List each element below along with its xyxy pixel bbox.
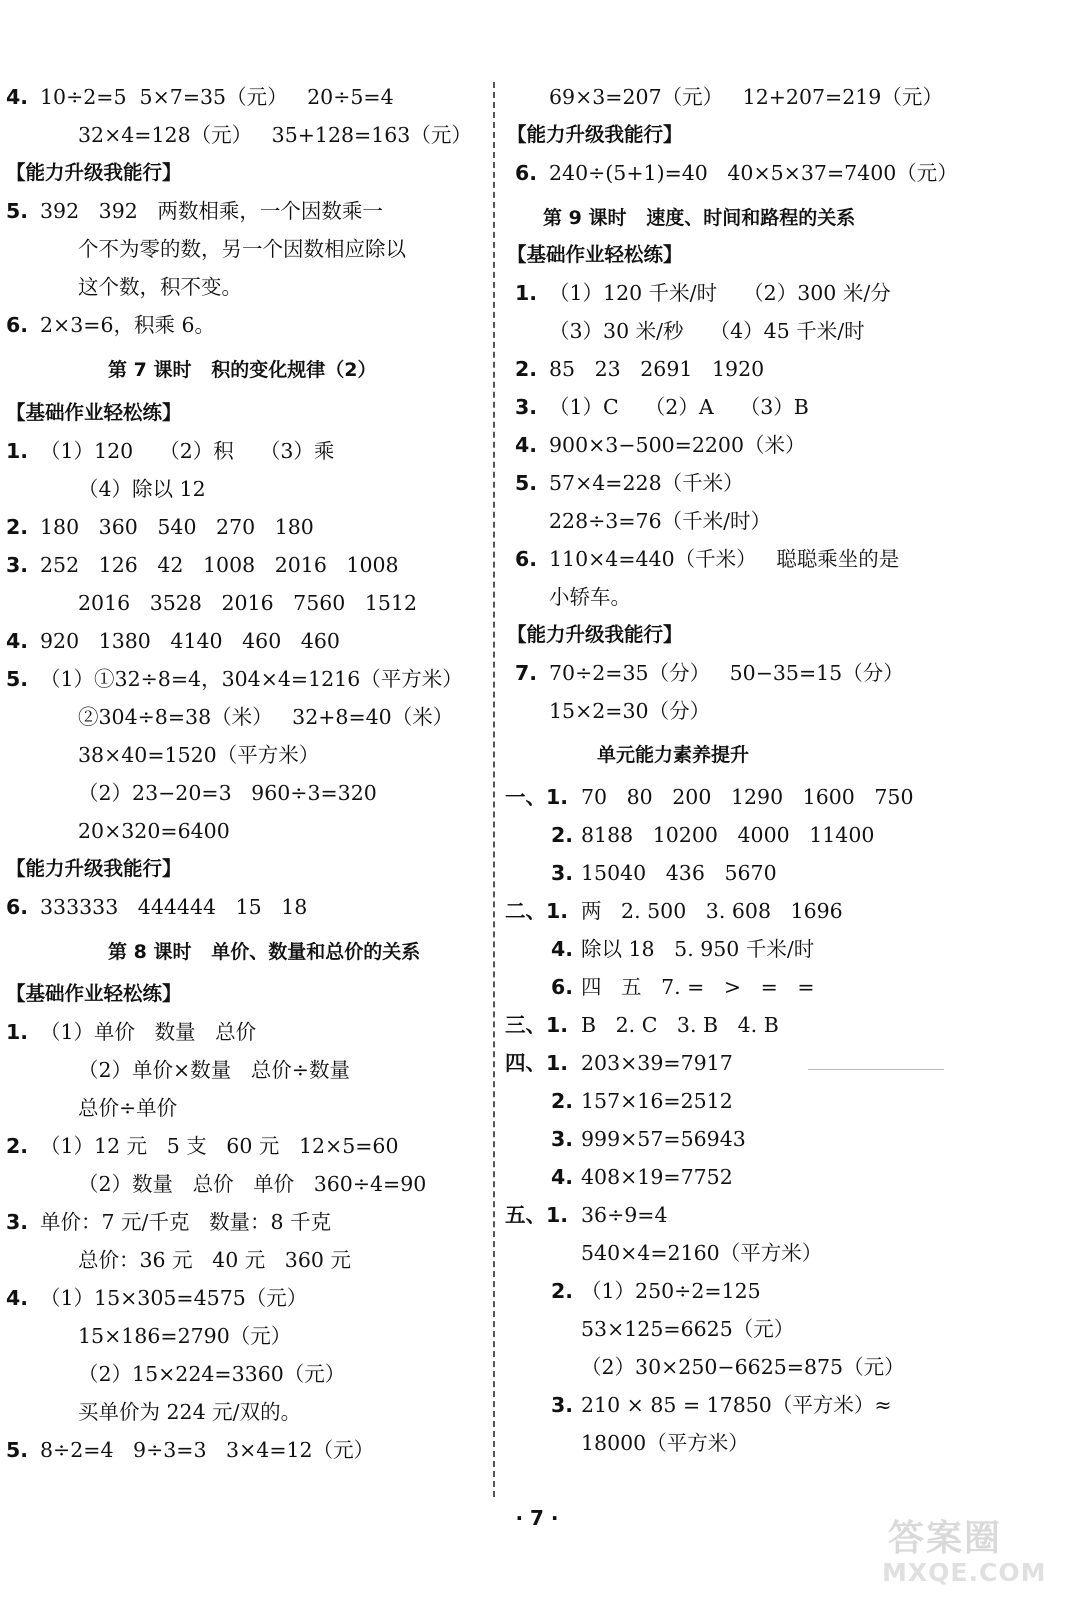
answer-text: 总价：36 元 40 元 360 元	[78, 1248, 351, 1272]
question-number: 5.	[6, 199, 29, 223]
question-number: 1.	[6, 1020, 29, 1044]
answer-text: 180 360 540 270 180	[40, 515, 314, 539]
answer-text: （2）30×250−6625=875（元）	[581, 1355, 905, 1379]
question-number: 2.	[551, 823, 574, 847]
answer-text: 240÷(5+1)=40 40×5×37=7400（元）	[549, 161, 958, 185]
question-number: 2.	[6, 515, 29, 539]
answer-line	[505, 1048, 1074, 1078]
answer-text: （2）23−20=3 960÷3=320	[78, 781, 377, 805]
question-number: 2.	[6, 1134, 29, 1158]
answer-line	[515, 972, 1074, 1002]
answer-line	[0, 740, 506, 770]
answer-line	[0, 1435, 506, 1465]
answer-line	[0, 816, 506, 846]
answer-line	[505, 896, 1074, 926]
answer-text: （1）15×305=4575（元）	[40, 1286, 308, 1310]
answer-text: 252 126 42 1008 2016 1008	[40, 553, 399, 577]
question-number: 5.	[6, 667, 29, 691]
answer-text: （4）除以 12	[78, 477, 206, 501]
answer-text: 203×39=7917	[581, 1051, 733, 1075]
answer-line	[0, 550, 506, 580]
question-number: 5.	[515, 471, 538, 495]
answer-line	[0, 1245, 506, 1275]
answer-text: 单价：7 元/千克 数量：8 千克	[40, 1210, 332, 1234]
answer-line	[0, 1169, 506, 1199]
question-number: 4.	[6, 629, 29, 653]
answer-text: 408×19=7752	[581, 1165, 733, 1189]
answer-text: 36÷9=4	[581, 1203, 668, 1227]
answer-line	[515, 468, 1074, 498]
answer-line	[515, 1238, 1074, 1268]
answer-line	[0, 436, 506, 466]
answer-text: 个不为零的数，另一个因数相应除以	[78, 237, 406, 261]
answer-line	[0, 1397, 506, 1427]
question-number: 3.	[515, 395, 538, 419]
answer-text: 15040 436 5670	[581, 861, 777, 885]
answer-line	[0, 892, 506, 922]
answer-line	[515, 392, 1074, 422]
lesson-title: 单元能力素养提升	[597, 744, 750, 766]
answer-line	[515, 430, 1074, 460]
answer-line	[0, 1321, 506, 1351]
answer-text: 8÷2=4 9÷3=3 3×4=12（元）	[40, 1438, 375, 1462]
answer-line	[515, 158, 1074, 188]
answer-text: 392 392 两数相乘，一个因数乘一	[40, 199, 383, 223]
answer-text: （2）单价×数量 总价÷数量	[78, 1058, 350, 1082]
section-heading: 【基础作业轻松练】	[6, 982, 182, 1005]
answer-text: 69×3=207（元） 12+207=219（元）	[549, 85, 943, 109]
answer-line	[515, 1390, 1074, 1420]
question-number: 1.	[6, 439, 29, 463]
question-number: 2.	[551, 1089, 574, 1113]
answer-text: ②304÷8=38（米） 32+8=40（米）	[78, 705, 454, 729]
answer-text: 8188 10200 4000 11400	[581, 823, 875, 847]
section-heading: 【基础作业轻松练】	[6, 401, 182, 424]
question-number: 6.	[515, 547, 538, 571]
answer-text: （1）120 千米/时 （2）300 米/分	[549, 281, 891, 305]
answer-text: 四 五 7. = > = =	[581, 975, 815, 999]
answer-line	[0, 588, 506, 618]
answer-text: 210 × 85 = 17850（平方米）≈	[581, 1393, 892, 1417]
answer-text: 900×3−500=2200（米）	[549, 433, 806, 457]
question-number: 4.	[551, 937, 574, 961]
question-number: 2.	[551, 1279, 574, 1303]
answer-line	[515, 658, 1074, 688]
question-number: 一、1.	[505, 785, 569, 809]
column-divider	[493, 82, 495, 1497]
answer-text: 2016 3528 2016 7560 1512	[78, 591, 418, 615]
answer-text: 小轿车。	[549, 585, 631, 609]
answer-line	[515, 278, 1074, 308]
answer-line	[515, 82, 1074, 112]
question-number: 二、1.	[505, 899, 569, 923]
answer-text: 70 80 200 1290 1600 750	[581, 785, 914, 809]
answer-line	[0, 1359, 506, 1389]
answer-text: （1）250÷2=125	[581, 1279, 761, 1303]
lesson-title: 第 9 课时 速度、时间和路程的关系	[543, 207, 856, 229]
answer-text: 10÷2=5 5×7=35（元） 20÷5=4	[40, 85, 394, 109]
answer-text: （1）120 （2）积 （3）乘	[40, 439, 335, 463]
question-number: 四、1.	[505, 1051, 569, 1075]
answer-text: 18000（平方米）	[581, 1431, 749, 1455]
question-number: 3.	[551, 861, 574, 885]
question-number: 五、1.	[505, 1203, 569, 1227]
lesson-title: 第 8 课时 单价、数量和总价的关系	[108, 941, 421, 963]
answer-line	[515, 820, 1074, 850]
section-heading: 【能力升级我能行】	[6, 857, 182, 880]
answer-text: 两 2. 500 3. 608 1696	[581, 899, 843, 923]
answer-line	[515, 544, 1074, 574]
answer-line	[505, 1010, 1074, 1040]
answer-line	[0, 1131, 506, 1161]
question-number: 5.	[6, 1438, 29, 1462]
answer-text: 57×4=228（千米）	[549, 471, 744, 495]
question-number: 6.	[6, 895, 29, 919]
answer-text: 买单价为 224 元/双的。	[78, 1400, 302, 1424]
question-number: 4.	[6, 85, 29, 109]
answer-line	[515, 696, 1074, 726]
question-number: 3.	[6, 1210, 29, 1234]
section-heading: 【能力升级我能行】	[507, 623, 683, 646]
answer-line	[0, 82, 506, 112]
answer-text: 920 1380 4140 460 460	[40, 629, 340, 653]
section-heading: 【能力升级我能行】	[6, 161, 182, 184]
answer-text: （3）30 米/秒 （4）45 千米/时	[549, 319, 865, 343]
answer-line	[515, 1162, 1074, 1192]
question-number: 1.	[515, 281, 538, 305]
answer-text: 这个数，积不变。	[78, 275, 242, 299]
answer-line	[515, 1352, 1074, 1382]
answer-line	[515, 1428, 1074, 1458]
question-number: 6.	[515, 161, 538, 185]
question-number: 3.	[551, 1127, 574, 1151]
answer-line	[515, 1276, 1074, 1306]
question-number: 7.	[515, 661, 538, 685]
watermark-bottom: MXQE.COM	[882, 1558, 1047, 1587]
answer-line	[0, 196, 506, 226]
answer-text: 15×186=2790（元）	[78, 1324, 292, 1348]
answer-text: 110×4=440（千米） 聪聪乘坐的是	[549, 547, 900, 571]
answer-text: 540×4=2160（平方米）	[581, 1241, 823, 1265]
answer-text: 20×320=6400	[78, 819, 230, 843]
answer-text: 333333 444444 15 18	[40, 895, 308, 919]
question-number: 4.	[515, 433, 538, 457]
answer-text: 除以 18 5. 950 千米/时	[581, 937, 815, 961]
answer-line	[0, 1055, 506, 1085]
answer-text: 53×125=6625（元）	[581, 1317, 795, 1341]
answer-text: 2×3=6，积乘 6。	[40, 313, 216, 337]
answer-line	[0, 1017, 506, 1047]
answer-text: 70÷2=35（分） 50−35=15（分）	[549, 661, 904, 685]
answer-line	[0, 512, 506, 542]
answer-line	[0, 120, 506, 150]
answer-text: （1）①32÷8=4，304×4=1216（平方米）	[40, 667, 463, 691]
answer-text: 38×40=1520（平方米）	[78, 743, 320, 767]
answer-text: （1）C （2）A （3）B	[549, 395, 809, 419]
answer-line	[0, 474, 506, 504]
answer-line	[0, 778, 506, 808]
answer-line	[0, 1093, 506, 1123]
answer-line	[0, 702, 506, 732]
page-number: · 7 ·	[515, 1506, 559, 1530]
answer-text: 15×2=30（分）	[549, 699, 711, 723]
section-heading: 【能力升级我能行】	[507, 123, 683, 146]
lesson-title: 第 7 课时 积的变化规律（2）	[108, 359, 377, 381]
answer-line	[515, 1124, 1074, 1154]
answer-line	[0, 1283, 506, 1313]
answer-line	[515, 506, 1074, 536]
answer-text: （2）15×224=3360（元）	[78, 1362, 346, 1386]
answer-line	[0, 626, 506, 656]
question-number: 4.	[6, 1286, 29, 1310]
answer-line	[515, 582, 1074, 612]
answer-text: 32×4=128（元） 35+128=163（元）	[78, 123, 472, 147]
answer-line	[515, 354, 1074, 384]
answer-line	[0, 664, 506, 694]
answer-line	[515, 934, 1074, 964]
answer-line	[505, 782, 1074, 812]
answer-text: 999×57=56943	[581, 1127, 746, 1151]
answer-line	[515, 1086, 1074, 1116]
answer-line	[0, 272, 506, 302]
answer-text: 228÷3=76（千米/时）	[549, 509, 772, 533]
decorative-rule	[808, 1069, 944, 1070]
question-number: 3.	[551, 1393, 574, 1417]
answer-line	[515, 1314, 1074, 1344]
answer-text: 85 23 2691 1920	[549, 357, 765, 381]
answer-text: （2）数量 总价 单价 360÷4=90	[78, 1172, 427, 1196]
section-heading: 【基础作业轻松练】	[507, 243, 683, 266]
question-number: 2.	[515, 357, 538, 381]
question-number: 6.	[551, 975, 574, 999]
question-number: 三、1.	[505, 1013, 569, 1037]
question-number: 4.	[551, 1165, 574, 1189]
watermark-top: 答案圈	[888, 1518, 1003, 1559]
answer-line	[515, 858, 1074, 888]
answer-line	[505, 1200, 1074, 1230]
answer-text: （1）12 元 5 支 60 元 12×5=60	[40, 1134, 399, 1158]
answer-text: B 2. C 3. B 4. B	[581, 1013, 779, 1037]
question-number: 3.	[6, 553, 29, 577]
answer-text: 总价÷单价	[78, 1096, 178, 1120]
watermark-logo	[882, 1510, 1068, 1596]
answer-text: 157×16=2512	[581, 1089, 733, 1113]
answer-text: （1）单价 数量 总价	[40, 1020, 257, 1044]
answer-line	[0, 310, 506, 340]
answer-line	[0, 1207, 506, 1237]
answer-line	[515, 316, 1074, 346]
question-number: 6.	[6, 313, 29, 337]
answer-line	[0, 234, 506, 264]
